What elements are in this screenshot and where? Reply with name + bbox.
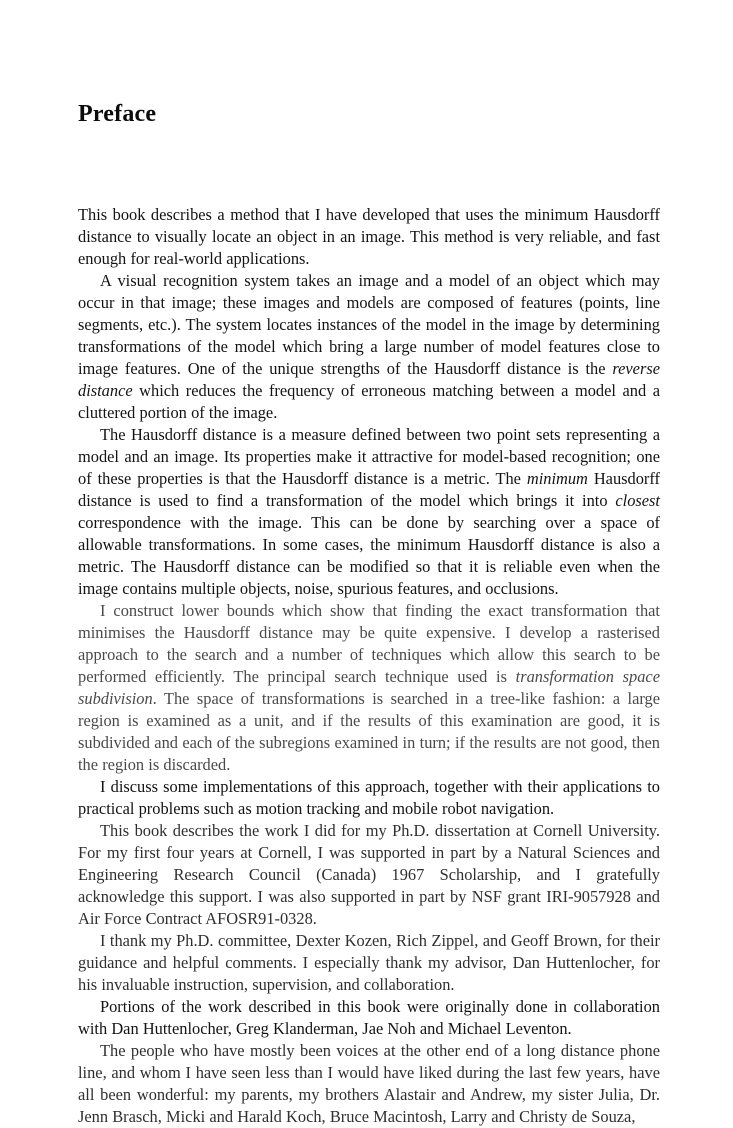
emphasis-text: reverse distance bbox=[78, 359, 660, 400]
body-paragraph bbox=[78, 424, 660, 600]
body-paragraph bbox=[78, 1040, 660, 1128]
body-text-run: This book describes a method that I have developed that uses the minimum Hausdorff distance to visually locate an object in an image. This method is very reliable, and fast enough for real-world applications. bbox=[78, 205, 660, 268]
page-content bbox=[78, 100, 660, 1128]
body-paragraph bbox=[78, 270, 660, 424]
emphasis-text: minimum bbox=[526, 469, 588, 488]
body-text-run: Hausdorff distance is used to find a transformation of the model which brings it into bbox=[78, 469, 660, 510]
emphasis-text: transformation space subdivision bbox=[78, 667, 660, 708]
body-text-run: correspondence with the image. This can be done by searching over a space of allowable transformations. In some cases, the minimum Hausdorff distance is also a metric. The Hausdorff distance can be modified so that it is reliable even when the image contains multiple objects, noise, spurious features, and occlusions. bbox=[78, 513, 660, 598]
body-paragraph bbox=[78, 996, 660, 1040]
body-text-run: I discuss some implementations of this approach, together with their applications to practical problems such as motion tracking and mobile robot navigation. bbox=[78, 777, 660, 818]
body-text-run: This book describes the work I did for my Ph.D. dissertation at Cornell University. For my first four years at Cornell, I was supported in part by a Natural Sciences and Engineering Research Council (Canada) 1967 Scholarship, and I gratefully acknowledge this support. I was also supported in part by NSF grant IRI-9057928 and Air Force Contract AFOSR91-0328. bbox=[78, 821, 660, 928]
body-paragraph bbox=[78, 600, 660, 776]
paragraph-list bbox=[78, 204, 660, 1128]
body-text-run: I thank my Ph.D. committee, Dexter Kozen, Rich Zippel, and Geoff Brown, for their guidance and helpful comments. I especially thank my advisor, Dan Huttenlocher, for his invaluable instruction, supervision, and collaboration. bbox=[78, 931, 660, 994]
body-text-run: The people who have mostly been voices at the other end of a long distance phone line, and whom I have seen less than I would have liked during the last few years, have all been wonderful: my parents, my brothers Alastair and Andrew, my sister Julia, Dr. Jenn Brasch, Micki and Harald Koch, Bruce Macintosh, Larry and Christy de Souza, bbox=[78, 1041, 660, 1126]
body-paragraph bbox=[78, 204, 660, 270]
body-text-run: The Hausdorff distance is a measure defined between two point sets representing a model and an image. Its properties make it attractive for model-based recognition; one of these properties is that the Hausdorff distance is a metric. The bbox=[78, 425, 660, 488]
body-text-run: . The space of transformations is searched in a tree-like fashion: a large region is examined as a unit, and if the results of this examination are good, it is subdivided and each of the subregions examined in turn; if the results are not good, then the region is discarded. bbox=[78, 689, 660, 774]
body-text bbox=[78, 204, 660, 1128]
body-text-run: which reduces the frequency of erroneous matching between a model and a cluttered portion of the image. bbox=[78, 381, 660, 422]
body-text-run: I construct lower bounds which show that finding the exact transformation that minimises the Hausdorff distance may be quite expensive. I develop a rasterised approach to the search and a number of techniques which allow this search to be performed efficiently. The principal search technique used is bbox=[78, 601, 660, 686]
body-paragraph bbox=[78, 930, 660, 996]
body-paragraph bbox=[78, 820, 660, 930]
body-text-run: Portions of the work described in this book were originally done in collaboration with Dan Huttenlocher, Greg Klanderman, Jae Noh and Michael Leventon. bbox=[78, 997, 660, 1038]
body-text-run: A visual recognition system takes an image and a model of an object which may occur in that image; these images and models are composed of features (points, line segments, etc.). The system locates instances of the model in the image by determining transformations of the model which bring a large number of model features close to image features. One of the unique strengths of the Hausdorff distance is the bbox=[78, 271, 660, 378]
page-title: Preface bbox=[78, 101, 157, 127]
emphasis-text: closest bbox=[615, 491, 660, 510]
body-paragraph bbox=[78, 776, 660, 820]
